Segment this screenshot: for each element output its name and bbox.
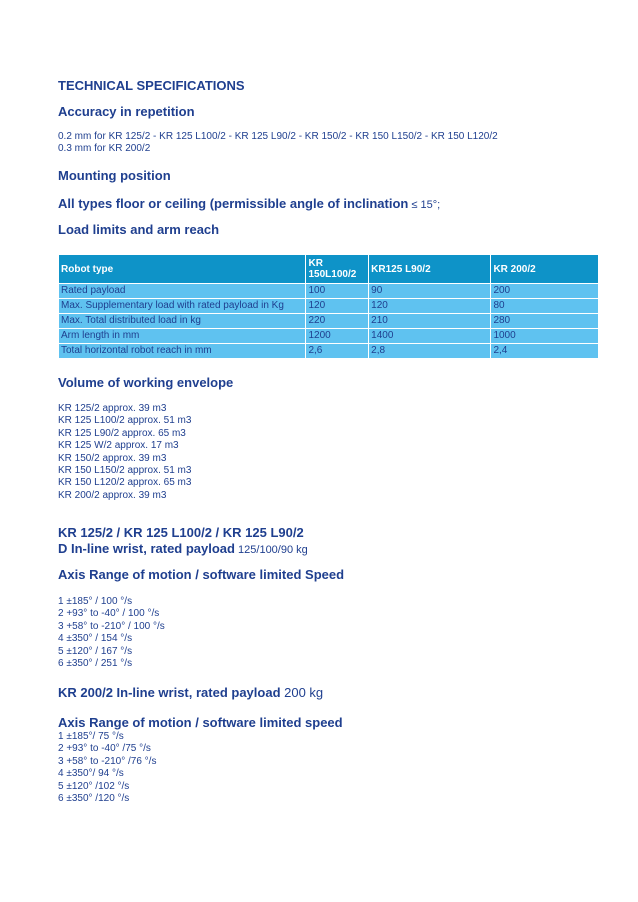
kr125-axis-list xyxy=(58,596,165,670)
table-header: Robot type xyxy=(59,255,306,284)
list-item: 2 +93° to -40° /75 °/s xyxy=(58,743,151,755)
kr200-heading xyxy=(58,685,323,700)
table-row xyxy=(59,299,599,314)
table-row xyxy=(59,344,599,359)
table-cell: 1400 xyxy=(369,329,491,344)
kr125-wrist-heading xyxy=(58,541,308,556)
table-header-row xyxy=(59,255,599,284)
table-row xyxy=(59,329,599,344)
table-header: KR125 L90/2 xyxy=(369,255,491,284)
list-item: 3 +58° to -210° /76 °/s xyxy=(58,755,157,767)
table-cell: 120 xyxy=(306,299,369,314)
mounting-statement-bold: All types floor or ceiling (permissible angle of inclination xyxy=(58,196,409,211)
kr200-axis-heading: Axis Range of motion / software limited speed xyxy=(58,715,343,730)
load-heading: Load limits and arm reach xyxy=(58,222,220,237)
load-table xyxy=(58,254,599,359)
table-cell: Max. Supplementary load with rated payload in Kg xyxy=(59,299,306,314)
kr200-axis-list xyxy=(58,731,156,805)
table-cell: 200 xyxy=(491,284,599,299)
table-cell: 2,4 xyxy=(491,344,599,359)
list-item: KR 150 L150/2 approx. 51 m3 xyxy=(58,465,192,477)
list-item: 1 ±185° / 100 °/s xyxy=(58,596,133,607)
table-cell: 80 xyxy=(491,299,599,314)
table-cell: 1200 xyxy=(306,329,369,344)
list-item: 2 +93° to -40° / 100 °/s xyxy=(58,608,160,620)
list-item: 6 ±350° /120 °/s xyxy=(58,793,130,805)
table-cell: Arm length in mm xyxy=(59,329,306,344)
list-item: KR 150 L120/2 approx. 65 m3 xyxy=(58,477,192,489)
list-item: KR 125 W/2 approx. 17 m3 xyxy=(58,440,179,452)
table-cell: 100 xyxy=(306,284,369,299)
accuracy-line: 0.3 mm for KR 200/2 xyxy=(58,143,151,155)
kr125-wrist-payload: 125/100/90 kg xyxy=(234,544,308,556)
table-cell: Rated payload xyxy=(59,284,306,299)
mounting-statement-angle: ≤ 15°; xyxy=(408,199,441,211)
list-item: 6 ±350° / 251 °/s xyxy=(58,658,133,670)
table-cell: 120 xyxy=(369,299,491,314)
list-item: KR 150/2 approx. 39 m3 xyxy=(58,452,167,464)
list-item: 5 ±120° /102 °/s xyxy=(58,780,130,792)
accuracy-text xyxy=(58,131,498,156)
table-row xyxy=(59,284,599,299)
table-cell: 220 xyxy=(306,314,369,329)
list-item: 4 ±350° / 154 °/s xyxy=(58,633,133,645)
envelope-heading: Volume of working envelope xyxy=(58,375,234,390)
table-cell: 2,8 xyxy=(369,344,491,359)
page-title: TECHNICAL SPECIFICATIONS xyxy=(58,78,245,93)
table-cell: Max. Total distributed load in kg xyxy=(59,314,306,329)
table-cell: 210 xyxy=(369,314,491,329)
list-item: KR 125/2 approx. 39 m3 xyxy=(58,403,167,414)
table-cell: 1000 xyxy=(491,329,599,344)
table-row xyxy=(59,314,599,329)
list-item: KR 125 L100/2 approx. 51 m3 xyxy=(58,415,192,427)
envelope-list xyxy=(58,403,191,502)
kr200-heading-payload: 200 kg xyxy=(280,685,324,700)
kr125-axis-heading: Axis Range of motion / software limited Speed xyxy=(58,567,345,582)
table-cell: 2,6 xyxy=(306,344,369,359)
table-cell: Total horizontal robot reach in mm xyxy=(59,344,306,359)
mounting-statement xyxy=(58,196,440,211)
table-cell: 90 xyxy=(369,284,491,299)
mounting-heading: Mounting position xyxy=(58,168,171,183)
list-item: 5 ±120° / 167 °/s xyxy=(58,645,133,657)
kr125-heading: KR 125/2 / KR 125 L100/2 / KR 125 L90/2 xyxy=(58,525,304,540)
accuracy-line: 0.2 mm for KR 125/2 - KR 125 L100/2 - KR 125 L90/2 - KR 150/2 - KR 150 L150/2 - KR 150 L120/2 xyxy=(58,131,498,142)
table-cell: 280 xyxy=(491,314,599,329)
list-item: 4 ±350°/ 94 °/s xyxy=(58,768,124,780)
list-item: 3 +58° to -210° / 100 °/s xyxy=(58,620,165,632)
table-header: KR 150L100/2 xyxy=(306,255,369,284)
accuracy-heading: Accuracy in repetition xyxy=(58,104,195,119)
list-item: 1 ±185°/ 75 °/s xyxy=(58,731,124,742)
list-item: KR 200/2 approx. 39 m3 xyxy=(58,489,167,501)
table-header: KR 200/2 xyxy=(491,255,599,284)
kr125-wrist-bold: D In-line wrist, rated payload xyxy=(58,541,235,556)
list-item: KR 125 L90/2 approx. 65 m3 xyxy=(58,427,186,439)
kr200-heading-bold: KR 200/2 In-line wrist, rated payload xyxy=(58,685,281,700)
